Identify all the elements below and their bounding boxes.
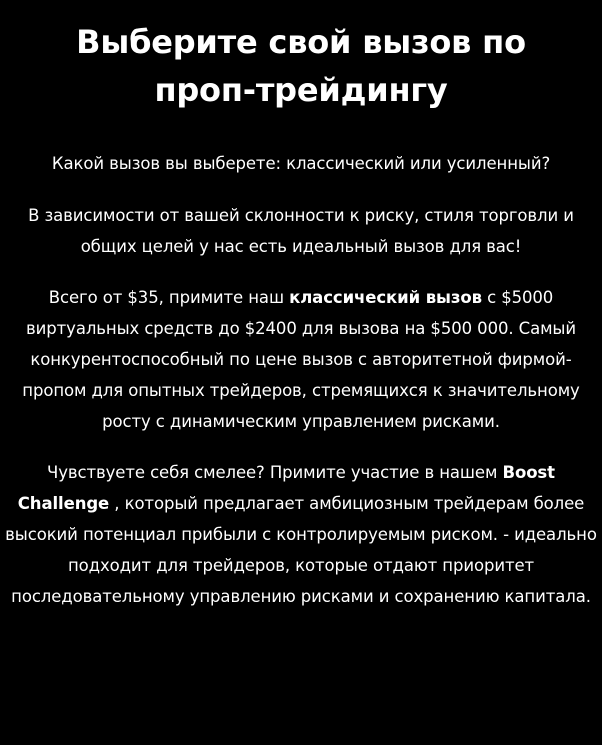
boost-text-after: , который предлагает амбициозным трейдерам более высокий потенциал прибыли с контролируемым риском. - идеально подходит для трейдеров, которые отдают приоритет последовательному управлению рисками и сохранению капитала. xyxy=(5,494,597,606)
boost-text-before: Чувствуете себя смелее? Примите участие в нашем xyxy=(47,463,503,482)
classic-challenge-highlight: классический вызов xyxy=(289,288,482,307)
classic-challenge-paragraph xyxy=(2,282,600,437)
page-title: Выберите свой вызов по проп-трейдингу xyxy=(76,23,526,109)
classic-text-before: Всего от $35, примите наш xyxy=(48,288,290,307)
intro-question: Какой вызов вы выберете: классический или усиленный? xyxy=(51,154,551,173)
boost-challenge-highlight: Boost Challenge xyxy=(17,463,555,513)
classic-text-after: с $5000 виртуальных средств до $2400 для вызова на $500 000. Самый конкурентоспособный по цене вызов с авторитетной фирмой-пропом для опытных трейдеров, стремящихся к значительному росту с динамическим управлением рисками. xyxy=(22,288,580,431)
intro-text: В зависимости от вашей склонности к риску, стиля торговли и общих целей у нас есть идеальный вызов для вас! xyxy=(28,206,574,256)
boost-challenge-paragraph xyxy=(2,457,600,612)
